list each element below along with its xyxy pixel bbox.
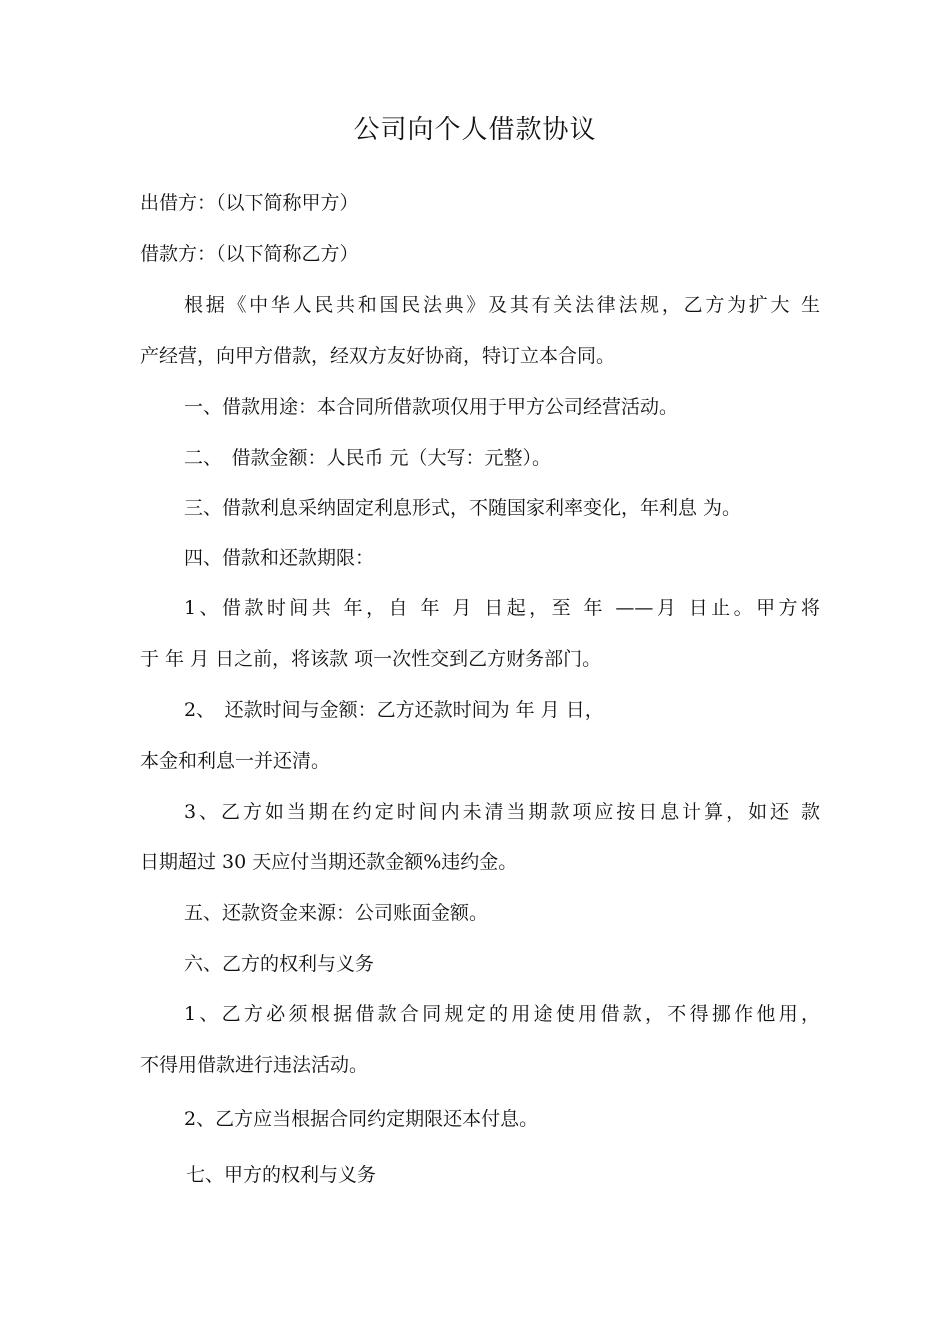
clause-6-heading: 六、乙方的权利与义务 [184,953,375,975]
document-title: 公司向个人借款协议 [353,115,597,145]
clause-6-item-2: 2、乙方应当根据合同约定期限还本付息。 [184,1108,539,1130]
borrower-line: 借款方：（以下简称乙方） [140,243,359,265]
lender-line: 出借方：（以下简称甲方） [140,192,359,214]
clause-3-interest: 三、借款利息采纳固定利息形式，不随国家利率变化，年利息 为。 [184,497,742,519]
clause-6-item-1-line-1: 1、乙方必须根据借款合同规定的用途使用借款，不得挪作他用， [184,1003,820,1025]
clause-4-item-2-line-2: 本金和利息一并还清。 [140,750,331,772]
clause-4-item-3-line-1: 3、乙方如当期在约定时间内未清当期款项应按日息计算，如还 款 [184,801,820,823]
clause-7-heading: 七、甲方的权利与义务 [186,1164,377,1186]
preamble-line-1: 根据《中华人民共和国民法典》及其有关法律法规，乙方为扩大 生 [184,294,820,316]
preamble-line-2: 产经营，向甲方借款，经双方友好协商，特订立本合同。 [140,345,616,367]
clause-5-source: 五、还款资金来源：公司账面金额。 [184,902,489,924]
clause-4-item-2-line-1: 2、 还款时间与金额：乙方还款时间为 年 月 日， [184,699,604,721]
clause-4-item-1-line-1: 1、借款时间共 年，自 年 月 日起，至 年 ——月 日止。甲方将 [184,597,820,619]
clause-4-heading: 四、借款和还款期限： [184,547,375,569]
clause-4-item-3-line-2: 日期超过 30 天应付当期还款金额%违约金。 [140,851,518,873]
clause-1-purpose: 一、借款用途：本合同所借款项仅用于甲方公司经营活动。 [184,396,679,418]
clause-4-item-1-line-2: 于 年 月 日之前，将该款 项一次性交到乙方财务部门。 [140,648,602,670]
clause-2-amount: 二、 借款金额：人民币 元（大写：元整）。 [184,447,552,469]
clause-6-item-1-line-2: 不得用借款进行违法活动。 [140,1054,369,1076]
